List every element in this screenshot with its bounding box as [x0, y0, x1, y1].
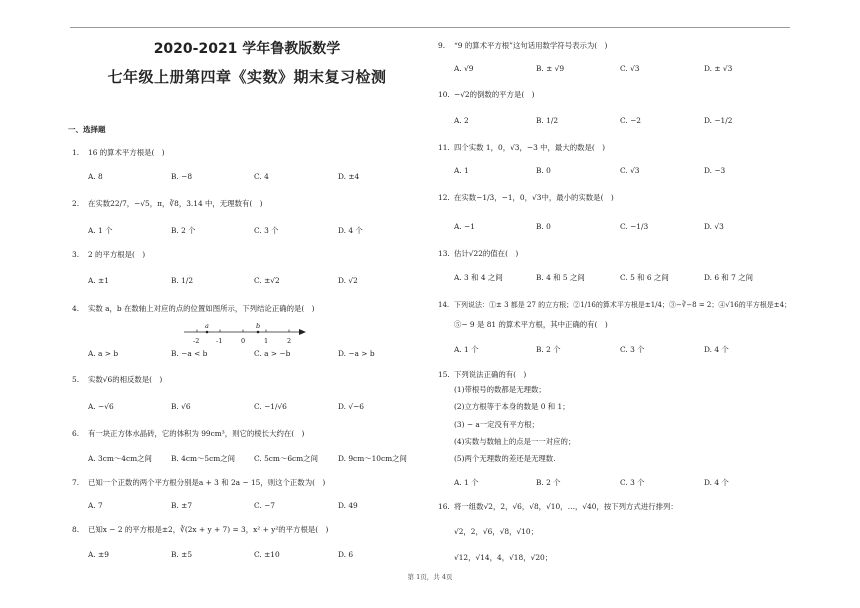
exam-title-line1: 2020-2021 学年鲁教版数学 — [153, 41, 341, 57]
question-16 — [438, 501, 678, 512]
option-b[interactable]: B. 4cm～5cm之间 — [171, 454, 236, 463]
question-number: 5. — [72, 375, 80, 384]
question-9-options — [454, 64, 784, 74]
option-c[interactable]: C. 5 和 6 之间 — [620, 273, 669, 282]
option-a[interactable]: A. −1 — [454, 222, 475, 231]
question-number: 4. — [72, 304, 80, 313]
question-number: 11. — [438, 143, 450, 152]
question-13-options — [454, 272, 784, 282]
option-c[interactable]: C. ±√2 — [254, 276, 280, 285]
option-c[interactable]: C. 4 — [254, 172, 269, 181]
question-1-options — [88, 172, 428, 182]
option-b[interactable]: B. 0 — [536, 166, 551, 175]
tick-label: 1 — [264, 337, 269, 345]
point-a-label: a — [205, 323, 209, 330]
point-b — [257, 331, 260, 334]
option-c[interactable]: C. −2 — [620, 116, 641, 125]
arrow-icon — [299, 329, 306, 335]
option-b[interactable]: B. ± √9 — [536, 64, 565, 73]
option-a[interactable]: A. 2 — [454, 116, 469, 125]
question-text: 在实数−1/3，−1，0，√3中，最小的实数是( ) — [454, 193, 614, 202]
option-c[interactable]: C. √3 — [620, 166, 640, 175]
question-12 — [438, 192, 614, 203]
question-15 — [438, 369, 526, 380]
question-number: 3. — [72, 250, 80, 259]
question-text: 四个实数 1，0，√3，−3 中，最大的数是( ) — [454, 143, 606, 152]
option-b[interactable]: B. 2 个 — [171, 226, 196, 235]
question-14 — [438, 300, 791, 310]
option-d[interactable]: D. 4 个 — [704, 478, 729, 487]
option-c[interactable]: C. 3 个 — [620, 478, 645, 487]
question-11 — [438, 142, 605, 153]
option-d[interactable]: D. −1/2 — [704, 116, 733, 125]
option-d[interactable]: D. √−6 — [338, 402, 364, 411]
question-12-options — [454, 222, 784, 232]
option-c[interactable]: C. −1/√6 — [254, 402, 287, 411]
question-10-options — [454, 116, 784, 126]
option-b[interactable]: B. −a < b — [171, 349, 208, 358]
option-d[interactable]: D. √2 — [338, 276, 358, 285]
question-text: 在实数22/7，−√5，π，∛8，3.14 中，无理数有( ) — [88, 199, 263, 208]
question-number: 13. — [438, 249, 450, 258]
question-7 — [72, 477, 325, 488]
option-a[interactable]: A. ±9 — [88, 550, 109, 559]
option-d[interactable]: D. 49 — [338, 501, 358, 510]
page-footer: 第 1页，共 4页 — [407, 573, 453, 581]
option-d[interactable]: D. 4 个 — [338, 226, 363, 235]
question-15-options — [454, 477, 784, 487]
statement: (5)两个无理数的差还是无理数. — [454, 454, 556, 463]
question-14-options — [454, 344, 784, 354]
question-text: −√2的倒数的平方是( ) — [454, 90, 535, 99]
question-6 — [72, 428, 304, 439]
question-5-options — [88, 402, 428, 412]
question-3-options — [88, 276, 428, 286]
option-a[interactable]: A. ±1 — [88, 276, 109, 285]
question-14-continuation: ⑤− 9 是 81 的算术平方根，其中正确的有( ) — [454, 320, 608, 329]
option-c[interactable]: C. 3 个 — [254, 226, 279, 235]
question-4 — [72, 303, 315, 314]
option-c[interactable]: C. −1/3 — [620, 222, 649, 231]
option-d[interactable]: D. −3 — [704, 166, 726, 175]
option-c[interactable]: C. 5cm～6cm之间 — [254, 454, 318, 463]
option-a[interactable]: A. −√6 — [88, 402, 114, 411]
option-a[interactable]: A. 1 个 — [454, 345, 479, 354]
question-1 — [72, 147, 165, 158]
tick-label: 0 — [241, 337, 246, 345]
option-a[interactable]: A. 1 个 — [88, 226, 113, 235]
question-4-options — [88, 349, 428, 359]
question-text: 实数 a，b 在数轴上对应的点的位置如图所示，下列结论正确的是( ) — [88, 304, 315, 313]
option-d[interactable]: D. 6 — [338, 550, 354, 559]
question-number: 14. — [438, 301, 450, 309]
question-text: “9 的算术平方根”这句话用数学符号表示为( ) — [454, 41, 608, 50]
option-b[interactable]: B. ±7 — [171, 501, 193, 510]
exam-title-line2: 七年级上册第四章《实数》期末复习检测 — [107, 68, 387, 86]
option-a[interactable]: A. a > b — [88, 349, 119, 358]
question-number: 12. — [438, 193, 450, 202]
statement: (3) − a一定没有平方根； — [454, 420, 539, 429]
option-a[interactable]: A. 7 — [88, 501, 103, 510]
option-c[interactable]: C. ±10 — [254, 550, 280, 559]
option-b[interactable]: B. −8 — [171, 172, 193, 181]
option-b[interactable]: B. 2 个 — [536, 345, 561, 354]
question-10 — [438, 89, 535, 100]
question-3 — [72, 249, 145, 260]
question-8 — [72, 524, 328, 535]
option-a[interactable]: A. 1 个 — [454, 478, 479, 487]
question-text: 实数√6的相反数是( ) — [88, 375, 163, 384]
sequence-row: √12，√14，4，√18，√20； — [454, 553, 553, 562]
option-d[interactable]: D. ±4 — [338, 172, 360, 181]
option-b[interactable]: B. √6 — [171, 402, 191, 411]
option-b[interactable]: B. 0 — [536, 222, 551, 231]
question-13 — [438, 248, 518, 259]
tick-label: 2 — [287, 337, 292, 345]
option-b[interactable]: B. 1/2 — [171, 276, 194, 285]
question-8-options — [88, 550, 428, 560]
option-a[interactable]: A. 1 — [454, 166, 469, 175]
option-d[interactable]: D. 4 个 — [704, 345, 729, 354]
option-d[interactable]: D. √3 — [704, 222, 724, 231]
statement: (1)带根号的数都是无理数； — [454, 385, 546, 394]
tick-label: -1 — [216, 337, 223, 345]
option-c[interactable]: C. a > −b — [254, 349, 291, 358]
question-text: 有一块正方体水晶砖，它的体积为 99cm³，则它的棱长大约在( ) — [88, 429, 305, 438]
question-text: 将一组数√2，2，√6，√8，√10，…，√40，按下列方式进行排列： — [454, 502, 678, 511]
question-2 — [72, 198, 263, 209]
option-d[interactable]: D. ± √3 — [704, 64, 733, 73]
question-text: 估计√22的值在( ) — [454, 249, 519, 258]
option-d[interactable]: D. 9cm～10cm之间 — [338, 454, 407, 463]
question-text: 下列说法正确的有( ) — [454, 370, 527, 379]
point-b-label: b — [256, 323, 261, 330]
option-d[interactable]: D. 6 和 7 之间 — [704, 273, 753, 282]
option-c[interactable]: C. √3 — [620, 64, 640, 73]
question-number: 1. — [72, 148, 80, 157]
section-heading: 一、选择题 — [68, 125, 106, 134]
sequence-row: √2，2，√6，√8，√10； — [454, 527, 539, 536]
option-a[interactable]: A. √9 — [454, 64, 474, 73]
question-7-options — [88, 501, 428, 511]
option-b[interactable]: B. 1/2 — [536, 116, 559, 125]
question-text: 已知一个正数的两个平方根分别是a + 3 和 2a − 15，则这个正数为( ) — [88, 478, 326, 487]
option-a[interactable]: A. 8 — [88, 172, 103, 181]
question-text: 16 的算术平方根是( ) — [88, 148, 165, 157]
tick-label: -2 — [193, 337, 200, 345]
question-number: 15. — [438, 370, 450, 379]
option-a[interactable]: A. 3 和 4 之间 — [454, 273, 503, 282]
question-number: 8. — [72, 525, 80, 534]
question-number: 9. — [438, 41, 446, 50]
option-b[interactable]: B. 2 个 — [536, 478, 561, 487]
question-11-options — [454, 166, 784, 176]
question-6-options — [88, 453, 428, 463]
question-text: 下列说法：①± 3 都是 27 的立方根；②1/16的算术平方根是±1/4；③−∛−8 = 2；④√16的平方根是±4； — [454, 301, 792, 309]
statement: (4)实数与数轴上的点是一一对应的； — [454, 437, 576, 446]
question-text: 已知x − 2 的平方根是±2，∛(2x + y + 7) = 3，x² + y²的平方根是( ) — [88, 525, 329, 534]
question-number: 6. — [72, 429, 80, 438]
option-b[interactable]: B. 4 和 5 之间 — [536, 273, 585, 282]
question-number: 10. — [438, 90, 450, 99]
question-5 — [72, 374, 162, 385]
question-text: 2 的平方根是( ) — [88, 250, 146, 259]
question-number: 2. — [72, 199, 80, 208]
question-number: 7. — [72, 478, 80, 487]
number-line-figure — [182, 323, 308, 347]
option-c[interactable]: C. 3 个 — [620, 345, 645, 354]
header-rule — [70, 27, 790, 28]
option-b[interactable]: B. ±5 — [171, 550, 193, 559]
question-number: 16. — [438, 502, 450, 511]
option-d[interactable]: D. −a > b — [338, 349, 375, 358]
option-a[interactable]: A. 3cm～4cm之间 — [88, 454, 152, 463]
point-a — [206, 331, 209, 334]
statement: (2)立方根等于本身的数是 0 和 1； — [454, 402, 570, 411]
question-2-options — [88, 225, 428, 235]
option-c[interactable]: C. −7 — [254, 501, 275, 510]
question-9 — [438, 40, 607, 51]
